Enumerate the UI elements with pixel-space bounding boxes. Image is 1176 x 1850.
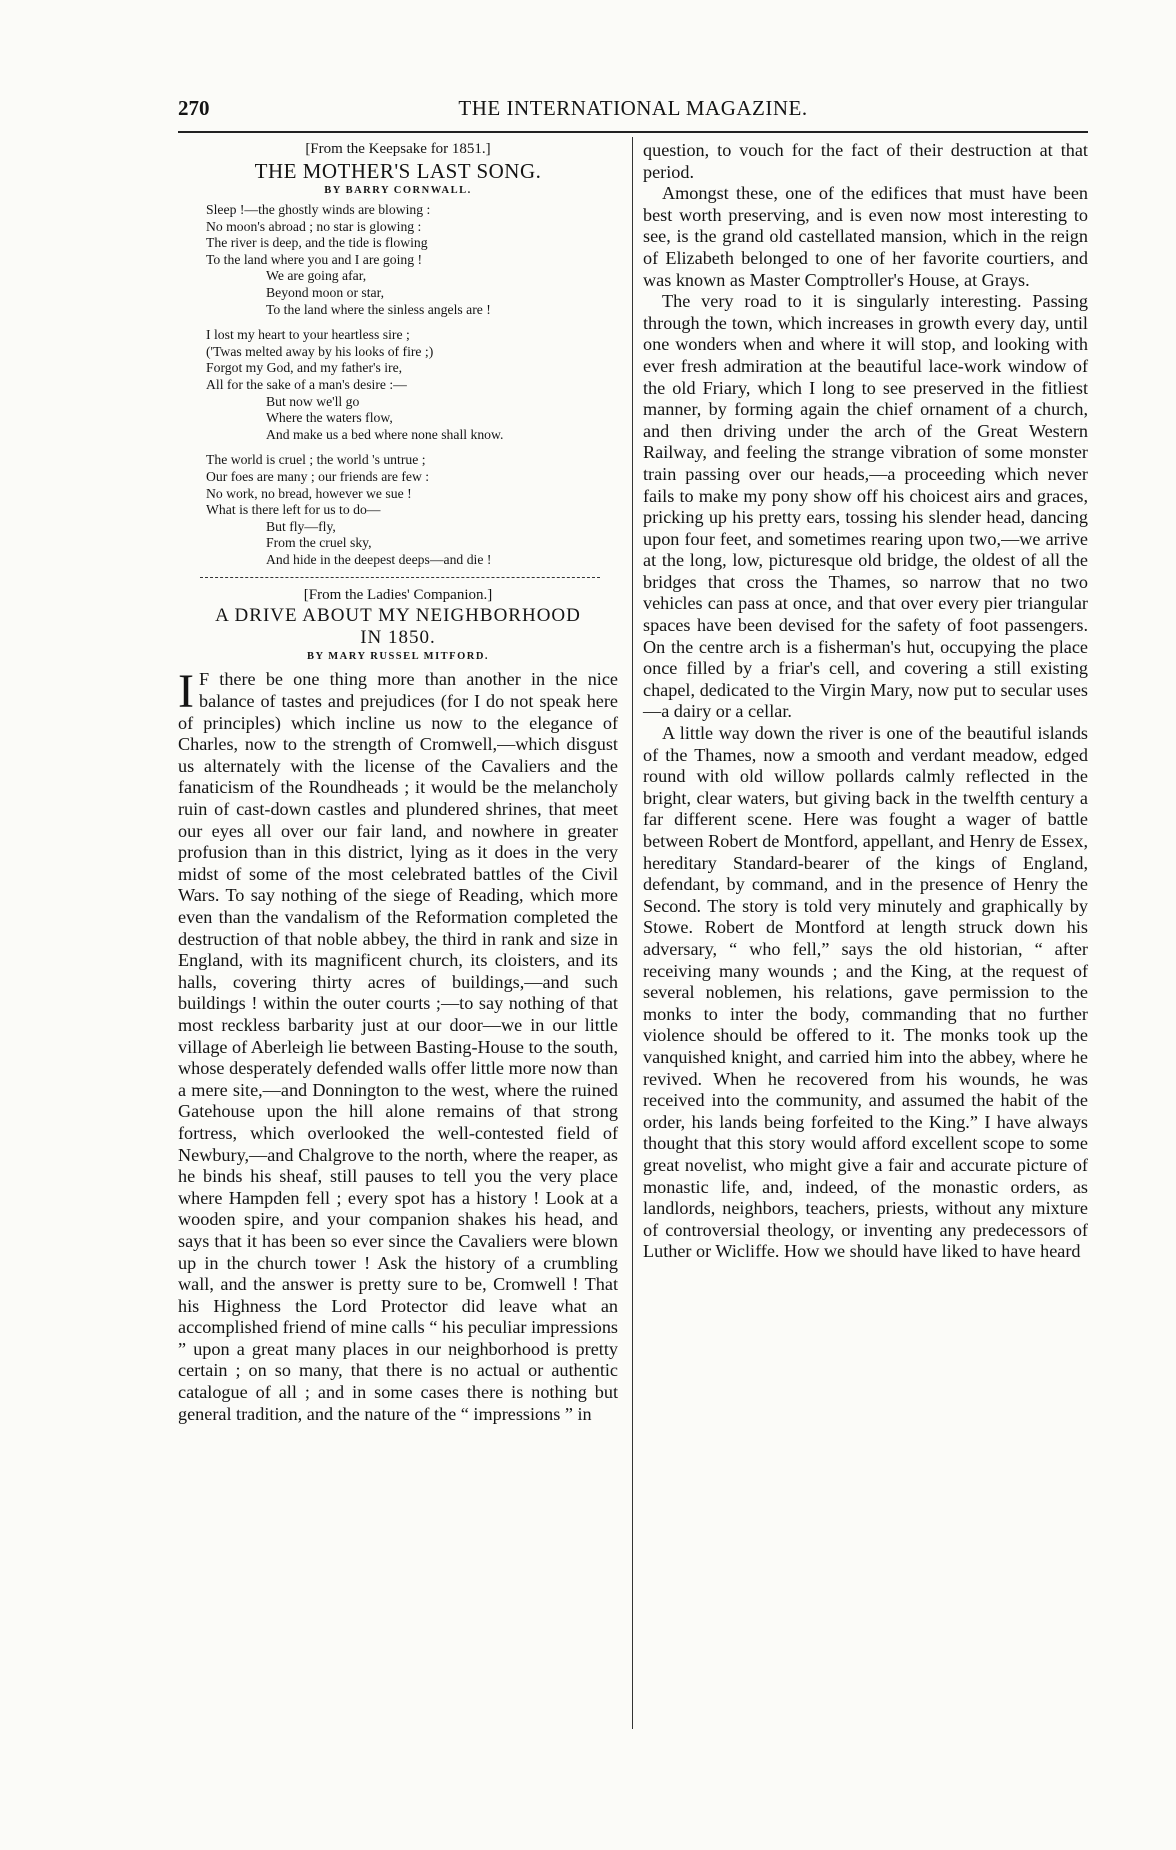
column-divider <box>632 137 633 1729</box>
poem-line: To the land where the sinless angels are ! <box>266 301 491 317</box>
article-title: A DRIVE ABOUT MY NEIGHBORHOOD <box>215 605 581 627</box>
paragraph-text: F there be one thing more than another in the nice balance of tastes and prejudices (for I do not speak here of principles) which incline us now to the elegance of Charles, now to the strength of Cromwell,—which disgust us alternately with the license of the Cavaliers and the fanaticism of the Roundheads ; it would be the melancholy ruin of cast-down castles and plundered shrines, that meet our eyes all over our fair land, and nowhere in greater profusion than in this district, lying as it does in the very midst of some of the most celebrated battles of the Civil Wars. To say nothing of the siege of Reading, which more even than the vandalism of the Reformation completed the destruction of that noble abbey, the third in rank and size in England, with its magnificent church, its cloisters, and its halls, covering thirty acres of buildings,—and such buildings ! within the outer courts ;—to say nothing of that most reckless barbarity just at our door—we in our little village of Aberleigh lie between Basting-House to the south, whose desperately defended walls offer little more now than a mere site,—and Donnington to the west, where the ruined Gatehouse upon the hill alone remains of that strong fortress, which overlooked the well-contested field of Newbury,—and Chalgrove to the north, where the reaper, as he binds his sheaf, still pauses to tell you the very place where Hampden fell ; every spot has a history ! Look at a wooden spire, and your companion shakes his head, and says that it has been so ever since the Cavaliers were blown up in the church tower ! Ask the history of a crumbling wall, and the answer is pretty sure to be, Cromwell ! That his Highness the Lord Protector did leave what an accomplished friend of mine calls “ his peculiar impressions ” upon a great many places in our neighborhood is pretty certain ; on so many, that there is no actual or authentic catalogue of all ; and in some cases there is nothing but general tradition, and the nature of the “ impressions ” in <box>178 669 618 1424</box>
poem-title: THE MOTHER'S LAST SONG. <box>254 159 542 183</box>
poem-line: From the cruel sky, <box>266 535 372 551</box>
article-title-line-2: IN 1850. <box>360 627 436 649</box>
poem-line: The world is cruel ; the world 's untrue ; <box>206 452 426 468</box>
article-paragraph-continued: question, to vouch for the fact of their destruction at that period. <box>643 140 1088 182</box>
poem-line: What is there left for us to do— <box>206 502 381 518</box>
poem-line: And hide in the deepest deeps—and die ! <box>266 551 492 567</box>
article-paragraph: Amongst these, one of the edifices that must have been best worth preserving, and is even now most interesting to see, is the grand old castellated mansion, which in the reign of Elizabeth belonged to one of her favorite courtiers, and was known as Master Comptroller's House, at Grays. <box>643 183 1088 290</box>
poem-byline: BY BARRY CORNWALL. <box>324 185 472 196</box>
left-column <box>178 140 618 1425</box>
article-paragraph: A little way down the river is one of the beautiful islands of the Thames, now a smooth and verdant meadow, edged round with old willow pollards calmly reflected in the bright, clear waters, but giving back in the twelfth century a far different scene. Here was fought a wager of battle between Robert de Montford, appellant, and Henry de Essex, hereditary Standard-bearer of the kings of England, defendant, by command, and in the presence of Henry the Second. The story is told very minutely and graphically by Stowe. Robert de Montford at length struck down his adversary, “ who fell,” says the old historian, “ after receiving many wounds ; and the King, at the request of several noblemen, his relations, gave permission to the monks to inter the body, commanding that no further violence should be offered to it. The monks took up the vanquished knight, and carried him into the abbey, where he revived. When he recovered from his wounds, he was received into the community, and assumed the habit of the order, his lands being forfeited to the King.” I have always thought that this story would afford excellent scope to some great novelist, who might give a fair and accurate picture of monastic life, and, indeed, of the monastic orders, as landlords, neighbors, teachers, priests, without any mixture of controversial theology, or inventing any predecessors of Luther or Wicliffe. How we should have liked to have heard <box>643 723 1088 1262</box>
poem-line: Where the waters flow, <box>266 410 393 426</box>
article-paragraph <box>178 665 618 1425</box>
poem-line: But fly—fly, <box>266 518 336 534</box>
running-title: THE INTERNATIONAL MAGAZINE. <box>458 96 808 120</box>
article-source: [From the Ladies' Companion.] <box>303 587 493 604</box>
poem-line: Beyond moon or star, <box>266 284 385 300</box>
poem-line: Sleep !—the ghostly winds are blowing : <box>206 202 431 217</box>
poem-line: To the land where you and I are going ! <box>206 251 423 267</box>
running-header <box>178 96 1088 126</box>
poem-line: Our foes are many ; our friends are few : <box>206 468 430 484</box>
poem-line: And make us a bed where none shall know. <box>266 426 504 442</box>
poem-stanza <box>206 452 618 568</box>
poem-line: But now we'll go <box>266 393 360 409</box>
poem-line: The river is deep, and the tide is flowing <box>206 235 428 251</box>
poem-source: [From the Keepsake for 1851.] <box>305 141 491 157</box>
poem-stanza <box>206 327 618 443</box>
right-column <box>643 140 1088 1263</box>
poem-line: We are going afar, <box>266 268 367 284</box>
drop-cap: I <box>178 665 194 719</box>
poem-line: No work, no bread, however we sue ! <box>206 485 412 501</box>
article-paragraph: The very road to it is singularly interesting. Passing through the town, which increases in growth every day, until one wonders when and where it will stop, and looking with ever fresh admiration at the beautiful lace-work window of the old Friary, which I long to see preserved in the fitliest manner, by forming again the chief ornament of a church, and then driving under the arch of the Great Western Railway, and feeling the strange vibration of some monster train passing over our heads,—a proceeding which never fails to make my pony show off his choicest airs and graces, pricking up his pretty ears, tossing his slender head, dancing upon four feet, and sometimes rearing upon two,—we arrive at the long, low, picturesque old bridge, the oldest of all the bridges that cross the Thames, so narrow that no two vehicles can pass at once, and that over every pier triangular spaces have been devised for the safety of foot passengers. On the centre arch is a fisherman's hut, occupying the place once filled by a friar's cell, and covering a still existing chapel, dedicated to the Virgin Mary, now put to secular uses—a dairy or a cellar. <box>643 291 1088 722</box>
poem-line: I lost my heart to your heartless sire ; <box>206 327 410 343</box>
poem-line: ('Twas melted away by his looks of fire ;) <box>206 343 434 359</box>
poem-line: All for the sake of a man's desire :— <box>206 376 407 392</box>
poem-line: No moon's abroad ; no star is glowing : <box>206 218 422 234</box>
poem-line: Forgot my God, and my father's ire, <box>206 360 403 376</box>
header-rule <box>178 131 1088 133</box>
page-number: 270 <box>178 96 210 120</box>
section-divider <box>200 577 600 578</box>
article-byline: BY MARY RUSSEL MITFORD. <box>306 651 490 663</box>
poem-stanza <box>206 202 618 318</box>
